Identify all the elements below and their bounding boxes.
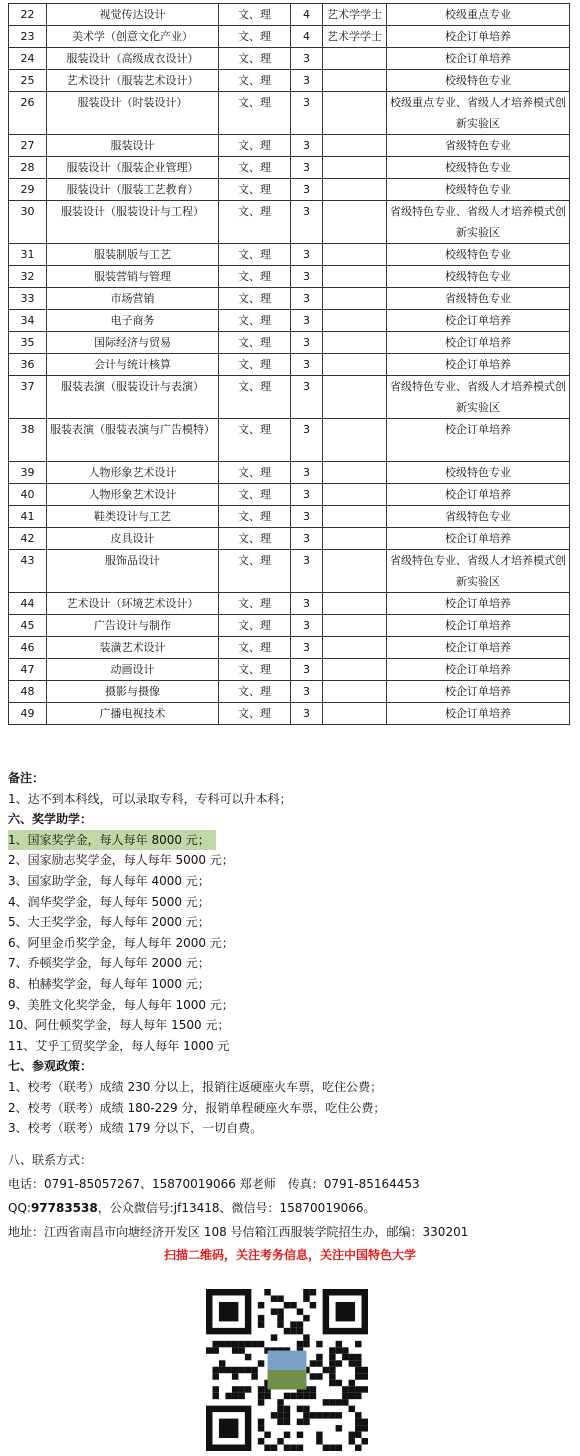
years: 3 (291, 484, 323, 506)
years: 3 (291, 332, 323, 354)
table-row (9, 266, 570, 288)
major-name: 国际经济与贸易 (47, 332, 219, 354)
major-name: 服装表演（服装表演与广告模特） (47, 419, 219, 462)
subject-type: 文、理 (219, 681, 291, 703)
row-number: 42 (9, 528, 47, 550)
years: 3 (291, 354, 323, 376)
row-number: 37 (9, 376, 47, 419)
degree (323, 419, 387, 462)
major-name: 广播电视技术 (47, 703, 219, 725)
row-number: 49 (9, 703, 47, 725)
note: 校企订单培养 (387, 419, 570, 462)
major-name: 摄影与摄像 (47, 681, 219, 703)
years: 3 (291, 92, 323, 135)
table-row (9, 681, 570, 703)
qq-number: 97783538 (30, 1201, 98, 1215)
years: 3 (291, 550, 323, 593)
table-row (9, 593, 570, 615)
major-name: 人物形象艺术设计 (47, 462, 219, 484)
visit-title: 七、参观政策： (8, 1059, 93, 1074)
subject-type: 文、理 (219, 462, 291, 484)
subject-type: 文、理 (219, 244, 291, 266)
subject-type: 文、理 (219, 135, 291, 157)
major-name: 装潢艺术设计 (47, 637, 219, 659)
row-number: 28 (9, 157, 47, 179)
years: 3 (291, 244, 323, 266)
contact-section (8, 1148, 574, 1244)
degree (323, 659, 387, 681)
note: 省级特色专业、省级人才培养模式创新实验区 (387, 550, 570, 593)
note: 校级重点专业、省级人才培养模式创新实验区 (387, 92, 570, 135)
visit-item: 1、校考（联考）成绩 230 分以上，报销往返硬座火车票，吃住公费； (8, 1079, 383, 1094)
note: 省级特色专业 (387, 506, 570, 528)
subject-type: 文、理 (219, 703, 291, 725)
degree: 艺术学学士 (323, 4, 387, 26)
subject-type: 文、理 (219, 419, 291, 462)
subject-type: 文、理 (219, 48, 291, 70)
note: 校级重点专业 (387, 4, 570, 26)
scholarship-title: 六、奖学助学： (8, 812, 93, 827)
visit-item: 2、校考（联考）成绩 180-229 分，报销单程硬座火车票，吃住公费； (8, 1100, 386, 1115)
major-name: 鞋类设计与工艺 (47, 506, 219, 528)
subject-type: 文、理 (219, 506, 291, 528)
table-row (9, 92, 570, 135)
scholarship-item: 8、柏赫奖学金，每人每年 1000 元； (8, 976, 210, 991)
major-name: 广告设计与制作 (47, 615, 219, 637)
subject-type: 文、理 (219, 593, 291, 615)
row-number: 31 (9, 244, 47, 266)
table-row (9, 506, 570, 528)
row-number: 38 (9, 419, 47, 462)
subject-type: 文、理 (219, 157, 291, 179)
table-row (9, 462, 570, 484)
contact-title: 八、联系方式： (8, 1153, 93, 1167)
years: 3 (291, 506, 323, 528)
table-row (9, 179, 570, 201)
row-number: 27 (9, 135, 47, 157)
address-line: 地址：江西省南昌市向塘经济开发区 108 号信箱江西服装学院招生办，邮编：330201 (8, 1225, 469, 1239)
major-name: 电子商务 (47, 310, 219, 332)
degree (323, 506, 387, 528)
years: 3 (291, 528, 323, 550)
note: 校企订单培养 (387, 593, 570, 615)
note: 校级特色专业 (387, 157, 570, 179)
table-row (9, 528, 570, 550)
degree (323, 550, 387, 593)
table-row (9, 703, 570, 725)
major-name: 人物形象艺术设计 (47, 484, 219, 506)
row-number: 24 (9, 48, 47, 70)
years: 3 (291, 288, 323, 310)
degree (323, 179, 387, 201)
row-number: 36 (9, 354, 47, 376)
slogan: 扫描二维码，关注考务信息，关注中国特色大学 (163, 1248, 416, 1262)
major-name: 视觉传达设计 (47, 4, 219, 26)
years: 3 (291, 637, 323, 659)
table-row (9, 659, 570, 681)
years: 3 (291, 462, 323, 484)
table-row (9, 157, 570, 179)
degree: 艺术学学士 (323, 26, 387, 48)
majors-table (8, 3, 570, 725)
note: 校企订单培养 (387, 615, 570, 637)
note: 校级特色专业 (387, 244, 570, 266)
years: 4 (291, 26, 323, 48)
row-number: 41 (9, 506, 47, 528)
years: 3 (291, 135, 323, 157)
years: 3 (291, 615, 323, 637)
table-row (9, 354, 570, 376)
subject-type: 文、理 (219, 288, 291, 310)
years: 3 (291, 681, 323, 703)
table-row (9, 201, 570, 244)
degree (323, 288, 387, 310)
degree (323, 70, 387, 92)
years: 3 (291, 157, 323, 179)
row-number: 29 (9, 179, 47, 201)
years: 3 (291, 703, 323, 725)
qr-code-icon (206, 1289, 368, 1451)
table-row (9, 135, 570, 157)
row-number: 33 (9, 288, 47, 310)
note: 校企订单培养 (387, 681, 570, 703)
note: 校企订单培养 (387, 703, 570, 725)
major-name: 服装设计（服装工艺教育） (47, 179, 219, 201)
phone-line: 电话：0791-85057267、15870019066 郑老师 传真：0791-85164453 (8, 1177, 420, 1191)
note: 校企订单培养 (387, 528, 570, 550)
degree (323, 332, 387, 354)
note: 校企订单培养 (387, 332, 570, 354)
table-row (9, 615, 570, 637)
degree (323, 48, 387, 70)
subject-type: 文、理 (219, 528, 291, 550)
note: 校级特色专业 (387, 70, 570, 92)
row-number: 23 (9, 26, 47, 48)
degree (323, 157, 387, 179)
degree (323, 615, 387, 637)
table-row (9, 4, 570, 26)
note: 校级特色专业 (387, 462, 570, 484)
years: 3 (291, 201, 323, 244)
major-name: 美术学（创意文化产业） (47, 26, 219, 48)
degree (323, 376, 387, 419)
row-number: 43 (9, 550, 47, 593)
degree (323, 484, 387, 506)
row-number: 26 (9, 92, 47, 135)
remark-1: 1、达不到本科线，可以录取专科，专科可以升本科； (8, 791, 292, 806)
note: 校级特色专业 (387, 179, 570, 201)
degree (323, 681, 387, 703)
row-number: 48 (9, 681, 47, 703)
row-number: 32 (9, 266, 47, 288)
years: 3 (291, 593, 323, 615)
subject-type: 文、理 (219, 332, 291, 354)
subject-type: 文、理 (219, 26, 291, 48)
note: 校企订单培养 (387, 26, 570, 48)
scholarship-item: 4、润华奖学金，每人每年 5000 元； (8, 894, 210, 909)
table-row (9, 637, 570, 659)
subject-type: 文、理 (219, 70, 291, 92)
note: 校企订单培养 (387, 659, 570, 681)
scholarship-item: 6、阿里金币奖学金，每人每年 2000 元； (8, 935, 234, 950)
note: 校企订单培养 (387, 310, 570, 332)
degree (323, 201, 387, 244)
major-name: 服装营销与管理 (47, 266, 219, 288)
subject-type: 文、理 (219, 4, 291, 26)
degree (323, 528, 387, 550)
subject-type: 文、理 (219, 659, 291, 681)
table-row (9, 484, 570, 506)
table-row (9, 26, 570, 48)
degree (323, 310, 387, 332)
table-row (9, 332, 570, 354)
row-number: 46 (9, 637, 47, 659)
major-name: 服装表演（服装设计与表演） (47, 376, 219, 419)
scholarship-item: 9、美胜文化奖学金，每人每年 1000 元； (8, 997, 234, 1012)
major-name: 会计与统计核算 (47, 354, 219, 376)
row-number: 40 (9, 484, 47, 506)
row-number: 30 (9, 201, 47, 244)
degree (323, 135, 387, 157)
years: 3 (291, 48, 323, 70)
years: 3 (291, 419, 323, 462)
table-row (9, 376, 570, 419)
table-row (9, 70, 570, 92)
scholarship-item: 3、国家助学金，每人每年 4000 元； (8, 873, 210, 888)
degree (323, 92, 387, 135)
major-name: 服装设计 (47, 135, 219, 157)
note: 省级特色专业、省级人才培养模式创新实验区 (387, 201, 570, 244)
degree (323, 462, 387, 484)
note: 校企订单培养 (387, 484, 570, 506)
subject-type: 文、理 (219, 376, 291, 419)
row-number: 47 (9, 659, 47, 681)
subject-type: 文、理 (219, 92, 291, 135)
major-name: 服饰品设计 (47, 550, 219, 593)
notes-section (8, 768, 574, 1139)
note: 省级特色专业、省级人才培养模式创新实验区 (387, 376, 570, 419)
major-name: 动画设计 (47, 659, 219, 681)
subject-type: 文、理 (219, 484, 291, 506)
note: 省级特色专业 (387, 135, 570, 157)
row-number: 25 (9, 70, 47, 92)
major-name: 服装设计（高级成衣设计） (47, 48, 219, 70)
years: 3 (291, 179, 323, 201)
major-name: 服装设计（时装设计） (47, 92, 219, 135)
years: 3 (291, 266, 323, 288)
degree (323, 354, 387, 376)
degree (323, 266, 387, 288)
table-row (9, 288, 570, 310)
table-row (9, 310, 570, 332)
years: 3 (291, 659, 323, 681)
years: 3 (291, 376, 323, 419)
subject-type: 文、理 (219, 266, 291, 288)
note: 省级特色专业 (387, 288, 570, 310)
major-name: 皮具设计 (47, 528, 219, 550)
scholarship-item: 10、阿仕顿奖学金，每人每年 1500 元； (8, 1018, 230, 1033)
row-number: 34 (9, 310, 47, 332)
note: 校级特色专业 (387, 266, 570, 288)
subject-type: 文、理 (219, 637, 291, 659)
major-name: 服装设计（服装企业管理） (47, 157, 219, 179)
row-number: 45 (9, 615, 47, 637)
table-row (9, 244, 570, 266)
subject-type: 文、理 (219, 550, 291, 593)
years: 3 (291, 310, 323, 332)
row-number: 44 (9, 593, 47, 615)
note: 校企订单培养 (387, 637, 570, 659)
degree (323, 244, 387, 266)
subject-type: 文、理 (219, 615, 291, 637)
years: 3 (291, 70, 323, 92)
major-name: 服装设计（服装设计与工程） (47, 201, 219, 244)
row-number: 39 (9, 462, 47, 484)
table-row (9, 419, 570, 462)
degree (323, 593, 387, 615)
scholarship-item: 5、大王奖学金，每人每年 2000 元； (8, 915, 210, 930)
years: 4 (291, 4, 323, 26)
row-number: 22 (9, 4, 47, 26)
table-row (9, 550, 570, 593)
remarks-title: 备注： (8, 771, 45, 785)
scholarship-item: 11、艾乎工贸奖学金，每人每年 1000 元 (8, 1038, 230, 1053)
scholarship-item: 7、乔顿奖学金，每人每年 2000 元； (8, 956, 210, 971)
note: 校企订单培养 (387, 48, 570, 70)
note: 校企订单培养 (387, 354, 570, 376)
scholarship-item: 1、国家奖学金，每人每年 8000 元； (8, 830, 574, 851)
visit-item: 3、校考（联考）成绩 179 分以下，一切自费。 (8, 1121, 263, 1136)
scholarship-item: 2、国家励志奖学金，每人每年 5000 元； (8, 853, 234, 868)
major-name: 艺术设计（环境艺术设计） (47, 593, 219, 615)
row-number: 35 (9, 332, 47, 354)
subject-type: 文、理 (219, 179, 291, 201)
qq-line: QQ:97783538，公众微信号:jf13418、微信号：15870019066。 (8, 1201, 376, 1215)
major-name: 服装制版与工艺 (47, 244, 219, 266)
subject-type: 文、理 (219, 201, 291, 244)
degree (323, 703, 387, 725)
major-name: 艺术设计（服装艺术设计） (47, 70, 219, 92)
major-name: 市场营销 (47, 288, 219, 310)
subject-type: 文、理 (219, 310, 291, 332)
degree (323, 637, 387, 659)
table-row (9, 48, 570, 70)
subject-type: 文、理 (219, 354, 291, 376)
